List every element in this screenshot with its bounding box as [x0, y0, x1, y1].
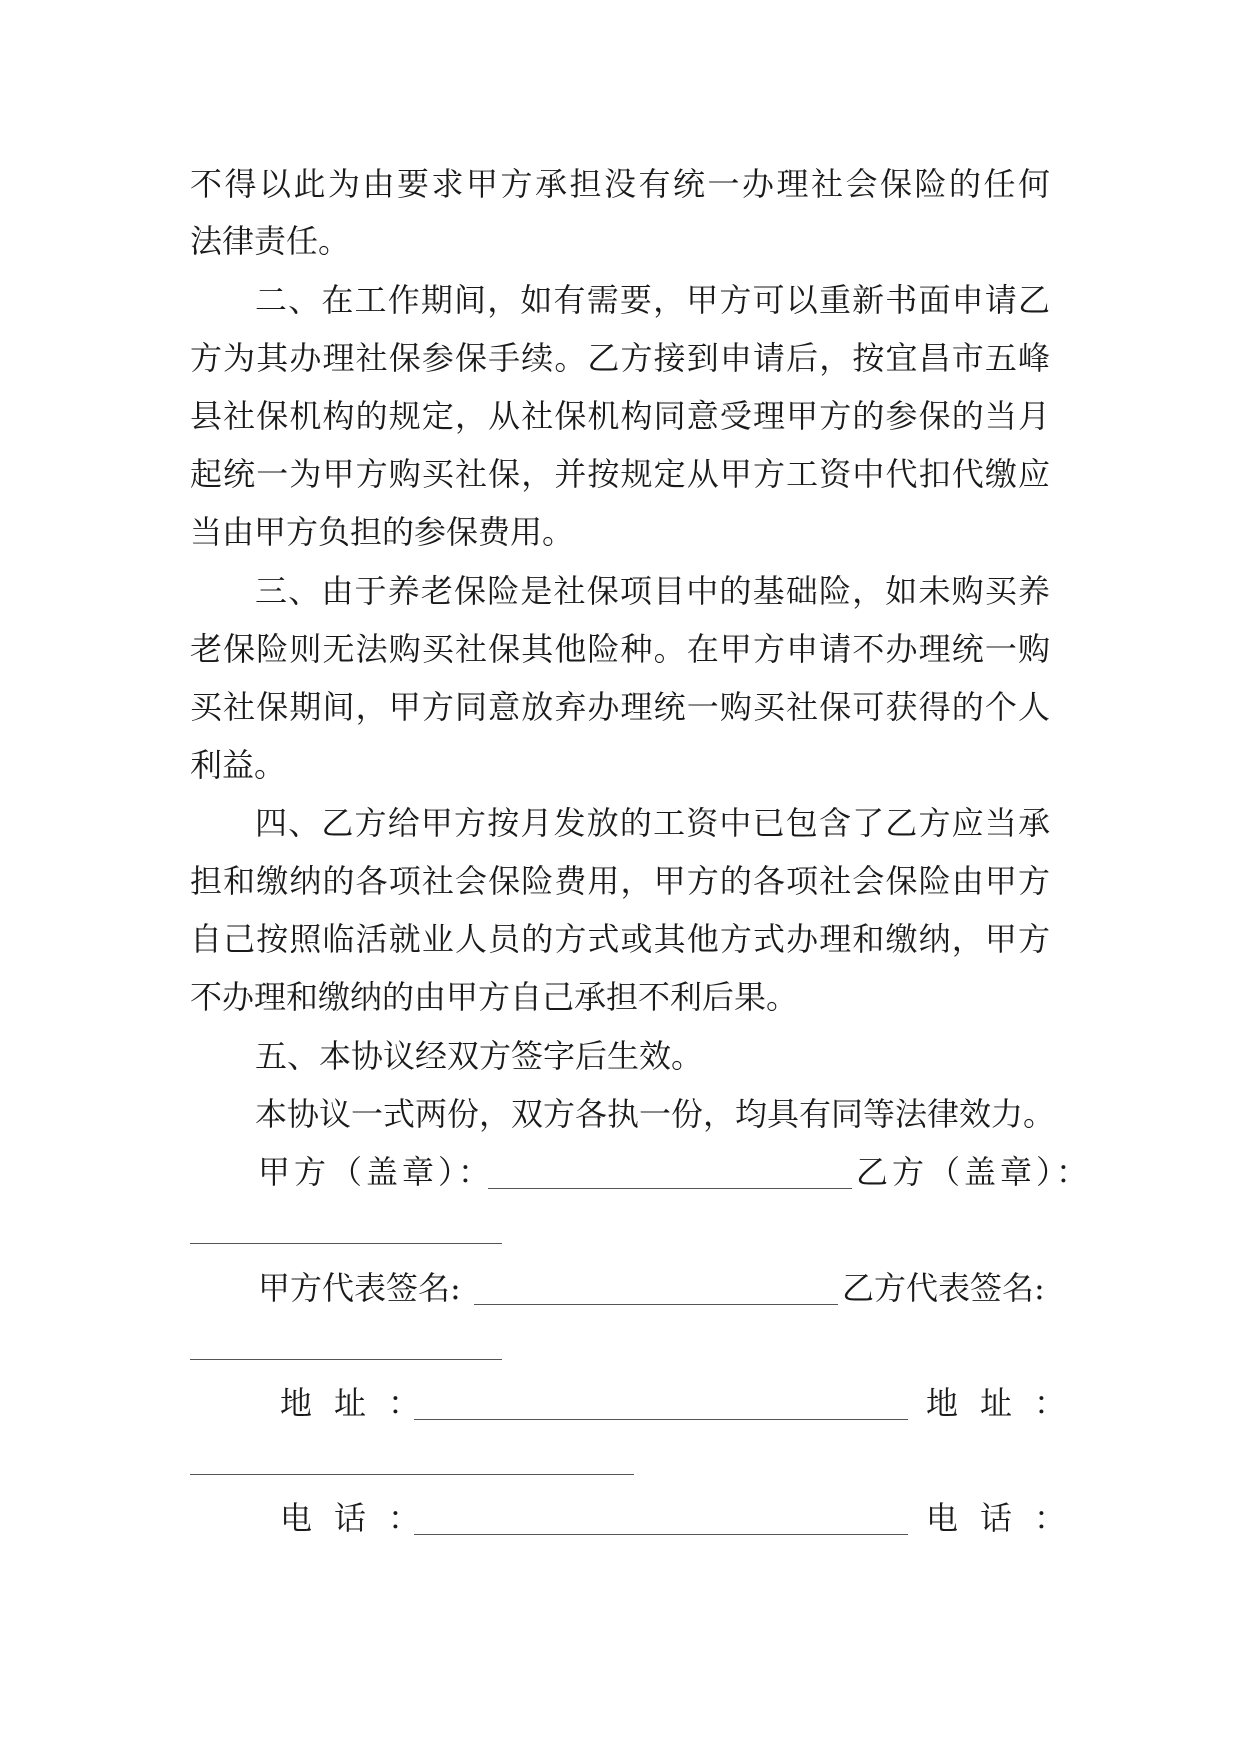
body-line-7: 当由甲方负担的参保费用。: [190, 513, 575, 551]
phone-row: [0, 1498, 1241, 1538]
body-line-4: 方为其办理社保参保手续。乙方接到申请后，按宜昌市五峰: [190, 339, 1050, 377]
party-b-rep-line: [190, 1359, 502, 1360]
body-line-17: 本协议一式两份，双方各执一份，均具有同等法律效力。: [255, 1095, 1056, 1133]
party-b-rep-label: 乙方代表签名:: [842, 1269, 1045, 1307]
party-b-seal-label: 乙方（盖章）：: [856, 1153, 1093, 1191]
body-line-16: 五、本协议经双方签字后生效。: [255, 1037, 704, 1075]
body-line-1: 不得以此为由要求甲方承担没有统一办理社会保险的任何: [190, 165, 1050, 203]
party-b-seal-line: [190, 1243, 502, 1244]
party-a-phone-line: [414, 1534, 908, 1535]
party-a-address-label: 地址：: [280, 1384, 443, 1422]
body-line-12: 四、乙方给甲方按月发放的工资中已包含了乙方应当承: [255, 804, 1050, 842]
body-line-5: 县社保机构的规定，从社保机构同意受理甲方的参保的当月: [190, 397, 1050, 435]
address-row: [0, 1383, 1241, 1423]
party-a-rep-label: 甲方代表签名:: [258, 1269, 461, 1307]
party-b-phone-label: 电话：: [926, 1499, 1089, 1537]
party-a-seal-line: [488, 1188, 852, 1189]
party-a-address-line: [414, 1419, 908, 1420]
body-line-2: 法律责任。: [190, 222, 351, 260]
body-line-6: 起统一为甲方购买社保，并按规定从甲方工资中代扣代缴应: [190, 455, 1050, 493]
seal-row: [0, 1152, 1241, 1192]
body-line-9: 老保险则无法购买社保其他险种。在甲方申请不办理统一购: [190, 630, 1050, 668]
body-line-13: 担和缴纳的各项社会保险费用，甲方的各项社会保险由甲方: [190, 862, 1050, 900]
party-a-phone-label: 电话：: [280, 1499, 443, 1537]
party-a-seal-label: 甲方（盖章）：: [258, 1153, 495, 1191]
party-a-rep-line: [474, 1304, 838, 1305]
body-line-14: 自己按照临活就业人员的方式或其他方式办理和缴纳，甲方: [190, 920, 1050, 958]
body-line-3: 二、在工作期间，如有需要，甲方可以重新书面申请乙: [255, 281, 1050, 319]
party-b-address-label: 地址：: [926, 1384, 1089, 1422]
body-line-15: 不办理和缴纳的由甲方自己承担不利后果。: [190, 978, 799, 1016]
party-b-address-line: [190, 1474, 634, 1475]
body-line-10: 买社保期间，甲方同意放弃办理统一购买社保可获得的个人: [190, 688, 1050, 726]
representative-row: [0, 1268, 1241, 1308]
body-line-11: 利益。: [190, 746, 287, 784]
body-line-8: 三、由于养老保险是社保项目中的基础险，如未购买养: [255, 572, 1050, 610]
